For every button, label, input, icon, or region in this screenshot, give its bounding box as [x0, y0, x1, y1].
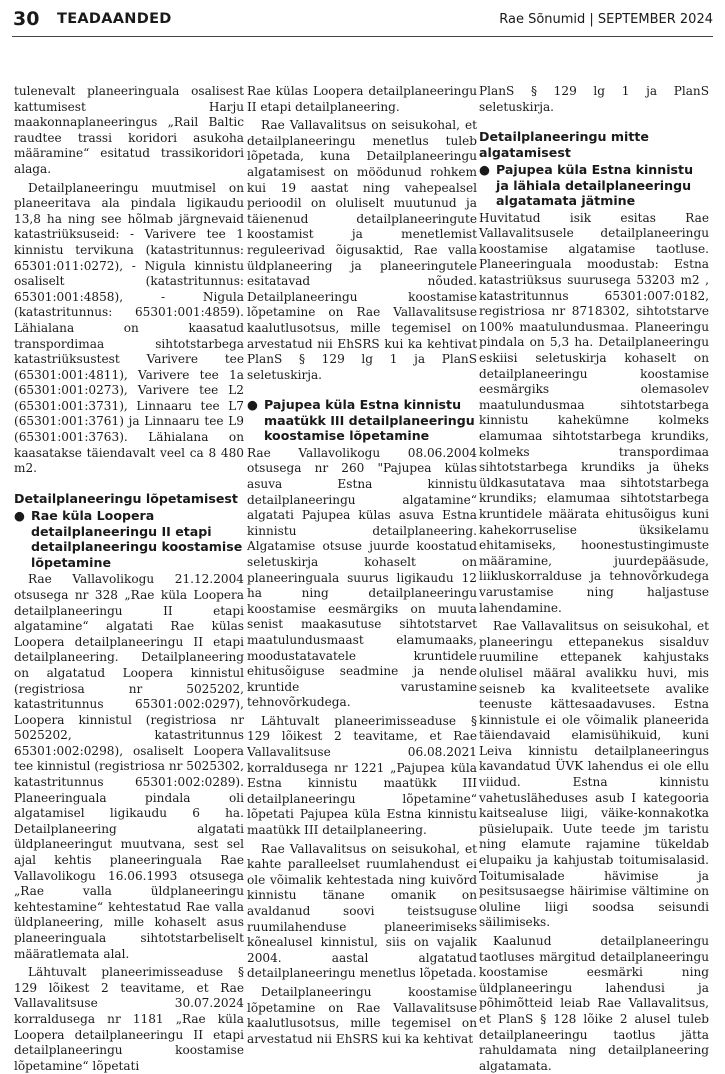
paragraph: PlanS § 129 lg 1 ja PlanS seletuskirja. — [479, 84, 709, 114]
publication-info: Rae Sõnumid | SEPTEMBER 2024 — [499, 12, 713, 27]
paragraph: Lähtuvalt planeerimisseaduse § 129 lõikest 2 teavitame, et Rae Vallavalitsuse 30.07.2024 korraldusega nr 1181 „Rae küla Loopera detailplaneeringu II etapi detailplaneeringu koostamise lõpetamine“ lõpetati — [14, 965, 244, 1073]
column-2 — [247, 84, 477, 1047]
subheading — [247, 397, 477, 444]
paragraph: Rae Vallavalitsus on seisukohal, et kahte paralleelset ruumlahendust ei ole võimalik kehtestada ning kuivõrd kinnistu tänane omanik on avaldanud soovi teistsuguse ruumilahenduse planeerimiseks kõnealusel kinnistul, siis on vajalik 2004. aastal algatatud detailplaneeringu menetlus lõpetada. — [247, 841, 477, 981]
paragraph: Rae Vallavolikogu 08.06.2004 otsusega nr 260 "Pajupea külas asuva Estna kinnistu detailplaneeringu algatamine“ algatati Pajupea külas asuva Estna kinnistu detailplaneering. Algatamise otsuse juurde koostatud seletuskirja kohaselt on planeeringuala suurus ligikaudu 12 ha ning detailplaneeringu koostamise eesmärgiks on muuta senist maakasutuse sihtotstarvet maatulundusmaast elamumaaks, moodustatavatele kruntidele ehitusõiguse seadmine ja nende kruntide varustamine tehnovõrkudega. — [247, 445, 477, 710]
bullet-icon: ● — [479, 162, 490, 178]
section-title: TEADAANDED — [57, 11, 172, 27]
paragraph: Rae Vallavolikogu 21.12.2004 otsusega nr 328 „Rae küla Loopera detailplaneeringu II etapi algatamine“ algatati Rae külas Loopera detailplaneeringu II etapi detailplaneering. Detailplaneering on algatatud Loopera kinnistul (registriosa nr 5025202, katastritunnus 65301:002:0297), Loopera kinnistul (registriosa nr 5025202, katastritunnus 65301:002:0298), osaliselt Loopera tee kinnistul (registriosa nr 5025302, katastritunnus 65301:002:0289). Planeeringuala pindala oli algatamisel ligikaudu 6 ha. Detailplaneering algatati üldplaneeringut muutvana, sest sel ajal kehtis planeeringuala Rae Vallavolikogu 16.06.1993 otsusega „Rae valla üldplaneeringu kehtestamine“ kehtestatud Rae valla üldplaneering, mille kohaselt asus planeeringuala sihtotstarbeliselt määratlemata alal. — [14, 572, 244, 961]
page-header — [0, 0, 725, 40]
paragraph: Detailplaneeringu muutmisel on planeeritava ala pindala ligikaudu 13,8 ha ning see hõlmab järgnevaid katastriüksuseid: - Varivere tee 1 kinnistu tervikuna (katastritunnus: 65301:011:0272), - Nigula kinnistu osaliselt (katastritunnus: 65301:001:4858), - Nigula (katastritunnus: 65301:001:4859). Lähialana on kaasatud transpordimaa sihtotstarbega katastriüksustest Varivere tee (65301:001:4811), Varivere tee 1a (65301:001:0273), Varivere tee L2 (65301:001:3731), Linnaaru tee L7 (65301:001:3761) ja Linnaaru tee L9 (65301:001:3763). Lähialana on kaasatakse täiendavalt veel ca 8 480 m2. — [14, 180, 244, 476]
section-heading: Detailplaneeringu mitte algatamisest — [479, 129, 649, 160]
paragraph: tulenevalt planeeringuala osalisest kattumisest Harju maakonnaplaneeringus „Rail Baltic raudtee trassi koridori asukoha määramine“ esitatud trassikoridori alaga. — [14, 84, 244, 176]
subheading-text: Pajupea küla Estna kinnistu maatükk III detailplaneeringu koostamise lõpetamine — [264, 397, 475, 444]
paragraph: Rae Vallavalitsus on seisukohal, et planeeringu ettepanekus sisalduv ruumiline ettepanek kahjustaks olulisel määral avalikku huvi, mis seisneb ka kvaliteetsete avalike teenuste kättesaadavuses. Estna kinnistule ei ole võimalik planeerida täiendavaid elamisühikuid, kuni Leiva kinnistu detailplaneeringus kavandatud ÜVK lahendus ei ole ellu viidud. Estna kinnistu vahetusläheduses asub I kategooria kaitsealuse liigi, väike-konnakotka püsielupaik. Uute teede jm taristu ning elamute rajamine tükeldab elupaiku ja kahjustab toitumisalasid. Toitumisalade hävimise ja pesitsusaegse häirimise vältimine on oluline liigi soodsa seisundi säilimiseks. — [479, 619, 709, 930]
bullet-icon: ● — [14, 508, 25, 524]
paragraph: Lähtuvalt planeerimisseaduse § 129 lõikest 2 teavitame, et Rae Vallavalitsuse 06.08.2021 korraldusega nr 1221 „Pajupea küla Estna kinnistu maatükk III detailplaneeringu lõpetamine“ lõpetati Pajupea küla Estna kinnistu maatükk III detailplaneering. — [247, 713, 477, 838]
paragraph: Rae Vallavalitsus on seisukohal, et detailplaneeringu menetlus tuleb lõpetada, kuna Detailplaneeringu algatamisest on möödunud rohkem kui 19 aastat ning vahepealsel perioodil on oluliselt muutunud ja täienenud detailplaneeringute koostamist ja menetlemist reguleerivad õigusaktid, Rae valla üldplaneering ja planeeringutele esitatavad nõuded. Detailplaneeringu koostamise lõpetamine on Rae Vallavalitsuse kaalutlusotsus, mille tegemisel on arvestatud nii EhSRS kui ka kehtivat PlanS § 129 lg 1 ja PlanS seletuskirja. — [247, 118, 477, 382]
paragraph: Detailplaneeringu koostamise lõpetamine on Rae Vallavalitsuse kaalutlusotsus, mille tegemisel on arvestatud nii EhSRS kui ka kehtivat — [247, 984, 477, 1046]
paragraph: Kaalunud detailplaneeringu taotluses märgitud detailplaneeringu koostamise eesmärki ning üldplaneeringu lahendusi ja põhimõtteid leiab Rae Vallavalitsus, et PlanS § 128 lõike 2 alusel tuleb detailplaneeringu taotlus jätta rahuldamata ning detailplaneering algatamata. — [479, 934, 709, 1073]
header-rule — [12, 36, 713, 37]
column-1 — [14, 84, 244, 1074]
subheading — [479, 162, 709, 209]
subheading-text: Rae küla Loopera detailplaneeringu II etapi detailplaneeringu koostamise lõpetamine — [31, 508, 243, 570]
subheading — [14, 508, 244, 570]
paragraph: Rae külas Loopera detailplaneeringu II etapi detailplaneering. — [247, 84, 477, 114]
column-3 — [479, 84, 709, 1074]
bullet-icon: ● — [247, 397, 258, 413]
spacer — [247, 383, 477, 395]
section-heading: Detailplaneeringu lõpetamisest — [14, 490, 238, 506]
paragraph: Huvitatud isik esitas Rae Vallavalitsusele detailplaneeringu koostamise algatamise taotluse. Planeeringuala moodustab: Estna katastriüksus suurusega 53203 m2 , katastritunnus 65301:007:0182, registriosa nr 8718302, sihtotstarve 100% maatulundusmaa. Planeeringu pindala on 5,3 ha. Detailplaneeringu eskiisi seletuskirja kohaselt on detailplaneeringu koostamise eesmärgiks olemasolev maatulundusmaa sihtotstarbega kinnistu kahekümne kolmeks elamumaa sihtotstarbega krundiks, kolmeks transpordimaa sihtotstarbega krundiks ja üheks üldkasutatava maa sihtotstarbega krundiks; elamumaa sihtotstarbega kruntidele määrata ehitusõigus kuni kahekorruselise üksikelamu ehitamiseks, hoonestustingimuste määramine, juurdepääsude, liikluskorralduse ja tehnovõrkudega varustamise ning haljastuse lahendamine. — [479, 210, 709, 615]
page-number: 30 — [13, 8, 40, 30]
subheading-text: Pajupea küla Estna kinnistu ja lähiala detailplaneeringu algatamata jätmine — [496, 162, 694, 209]
